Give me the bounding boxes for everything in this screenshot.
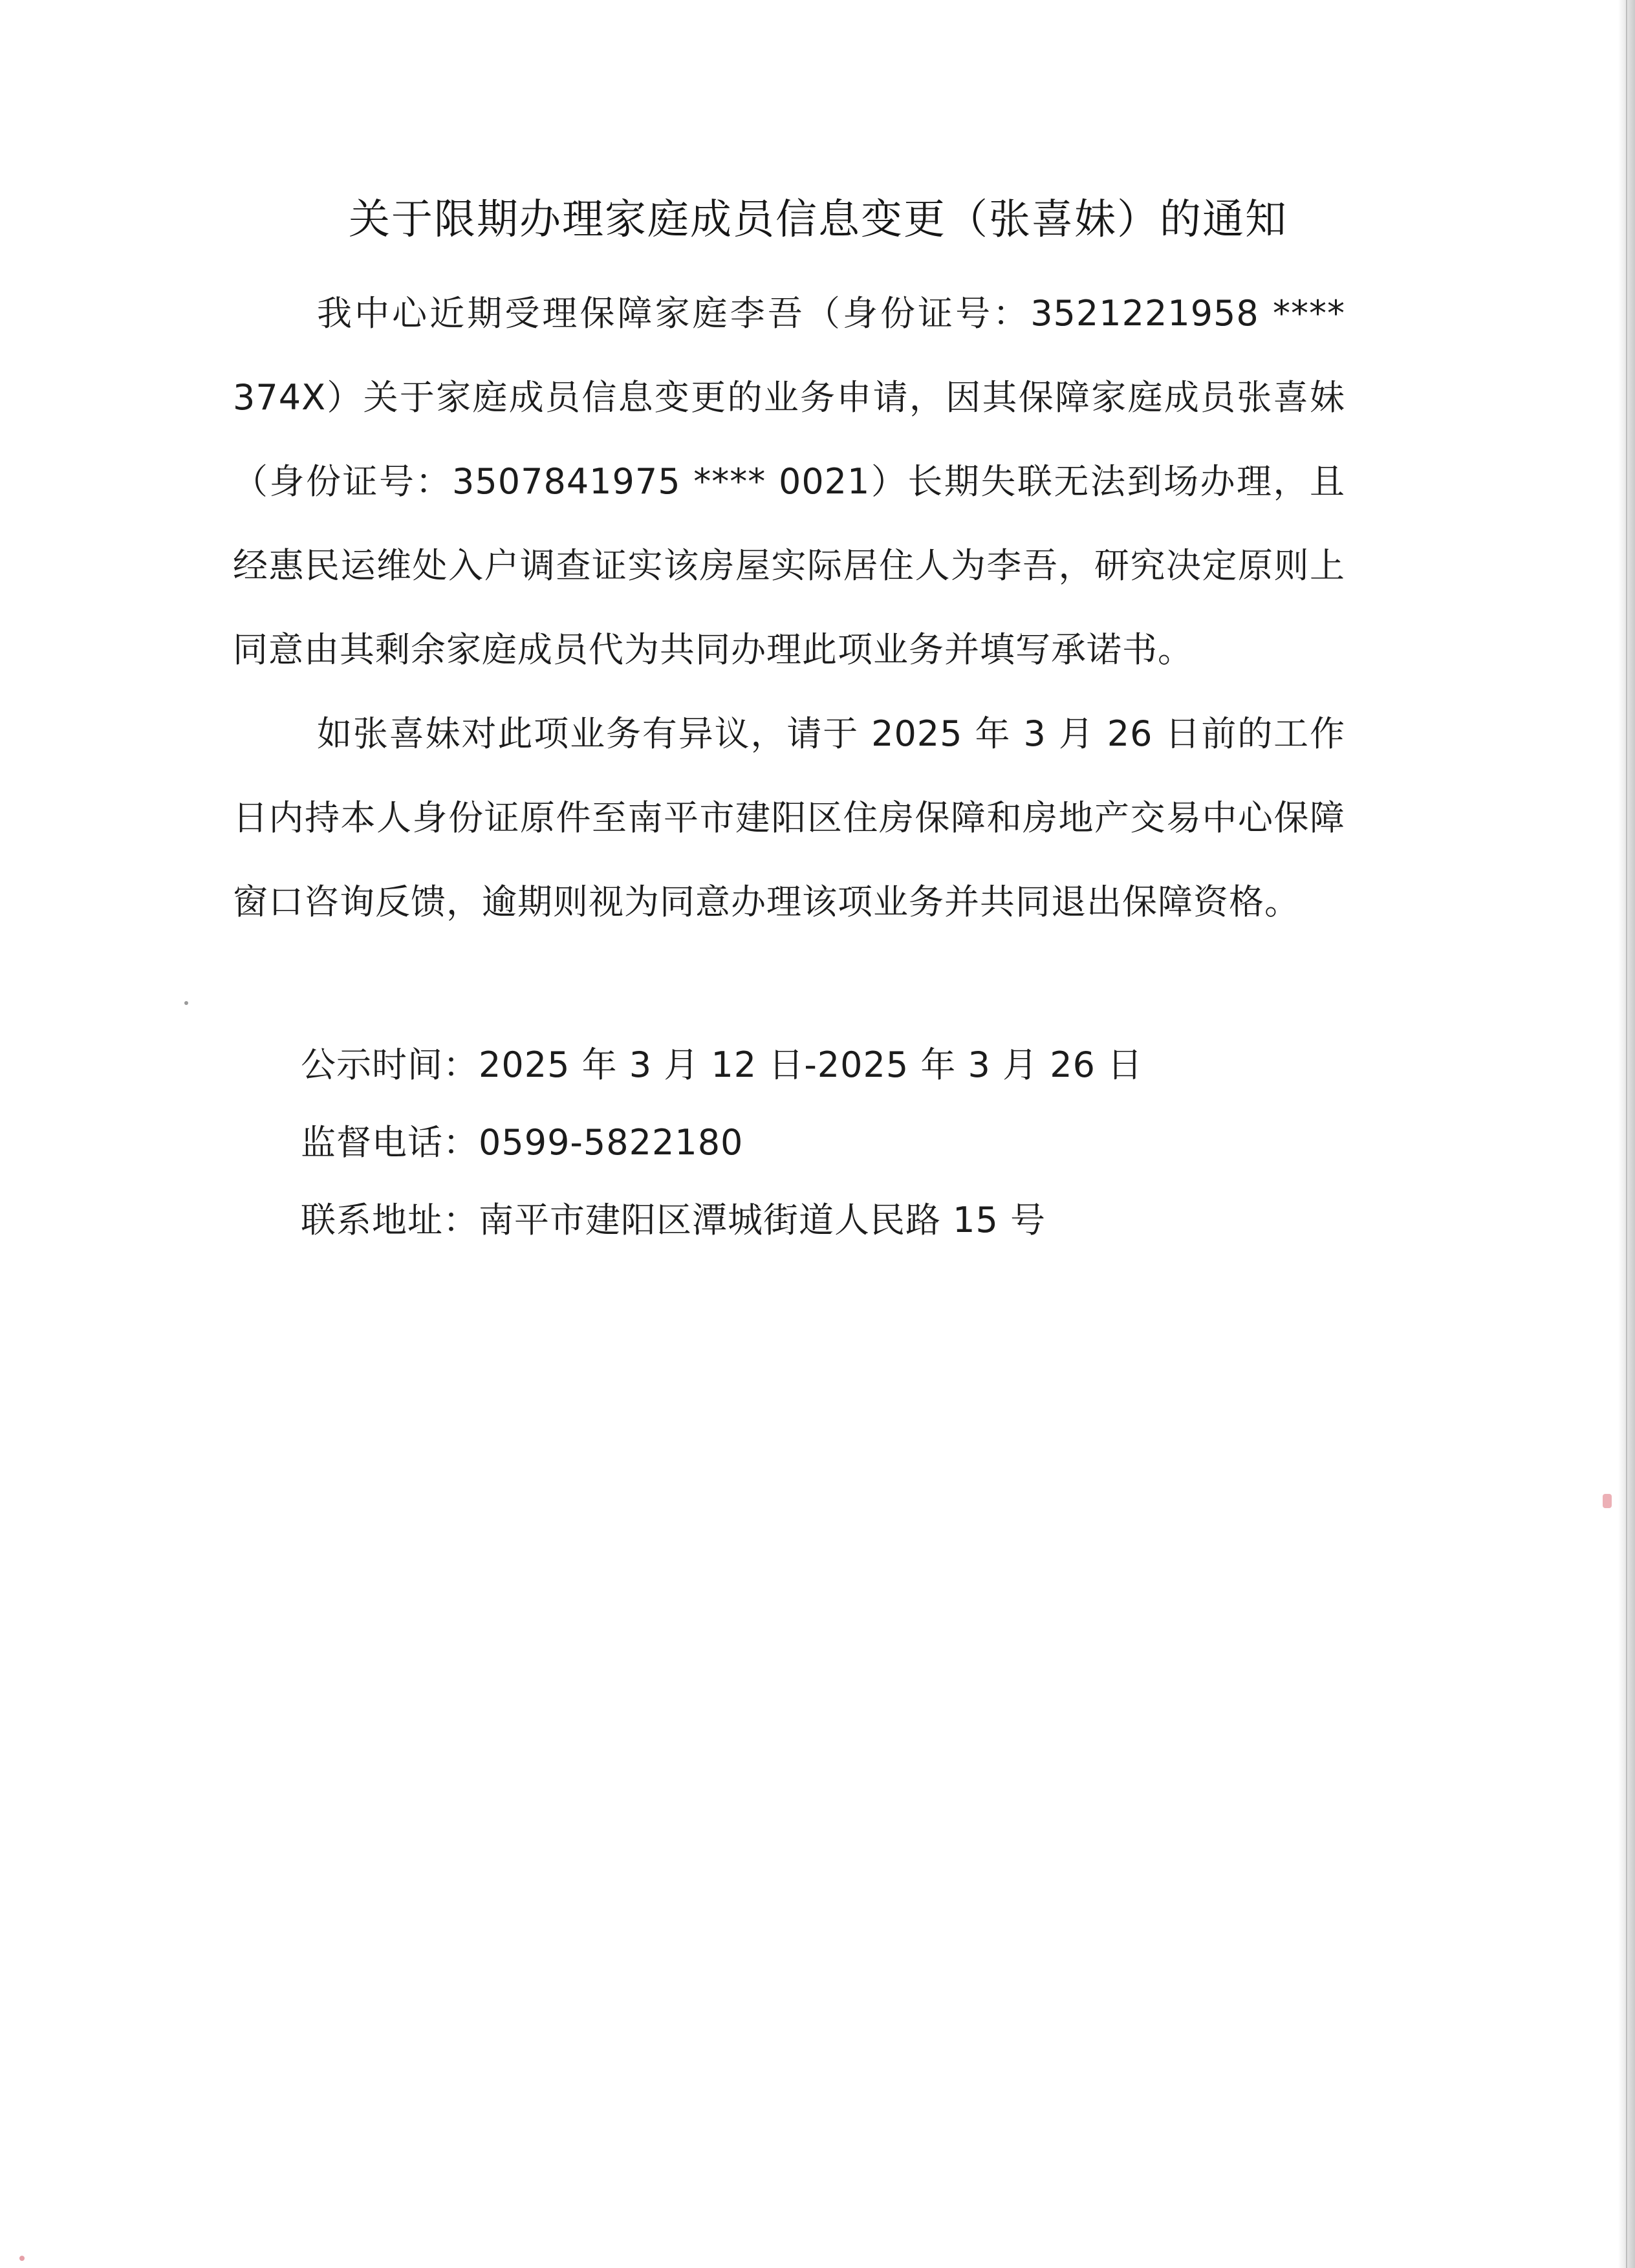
notice-paragraph-1: 我中心近期受理保障家庭李吾（身份证号：3521221958 **** 374X）关于家庭成员信息变更的业务申请，因其保障家庭成员张喜妹（身份证号：3507841975 **** 0021）长期失联无法到场办理，且经惠民运维处入户调查证实该房屋实际居住人为李吾，研究决定原则上同意由其剩余家庭成员代为共同办理此项业务并填写承诺书。 [233, 293, 1345, 670]
stamp-trace-mark [19, 2256, 25, 2261]
supervision-phone-label: 监督电话： [301, 1122, 479, 1163]
notice-title: 关于限期办理家庭成员信息变更（张喜妹）的通知 [349, 196, 1288, 244]
supervision-phone-line [301, 1104, 1400, 1182]
scan-speck [184, 1001, 188, 1005]
scan-edge-line [1626, 0, 1627, 2268]
publicity-period-line [301, 1026, 1400, 1104]
notice-paragraph-2: 如张喜妹对此项业务有异议，请于 2025 年 3 月 26 日前的工作日内持本人身份证原件至南平市建阳区住房保障和房地产交易中心保障窗口咨询反馈，逾期则视为同意办理该项业务并共同退出保障资格。 [233, 713, 1345, 922]
supervision-phone-value: 0599-5822180 [479, 1122, 744, 1163]
contact-address-value: 南平市建阳区潭城街道人民路 15 号 [479, 1200, 1046, 1240]
stamp-trace-mark [1603, 1494, 1612, 1508]
publicity-period-value: 2025 年 3 月 12 日-2025 年 3 月 26 日 [479, 1044, 1143, 1085]
contact-address-line [301, 1182, 1400, 1259]
publicity-period-label: 公示时间： [301, 1044, 479, 1085]
contact-address-label: 联系地址： [301, 1200, 479, 1240]
